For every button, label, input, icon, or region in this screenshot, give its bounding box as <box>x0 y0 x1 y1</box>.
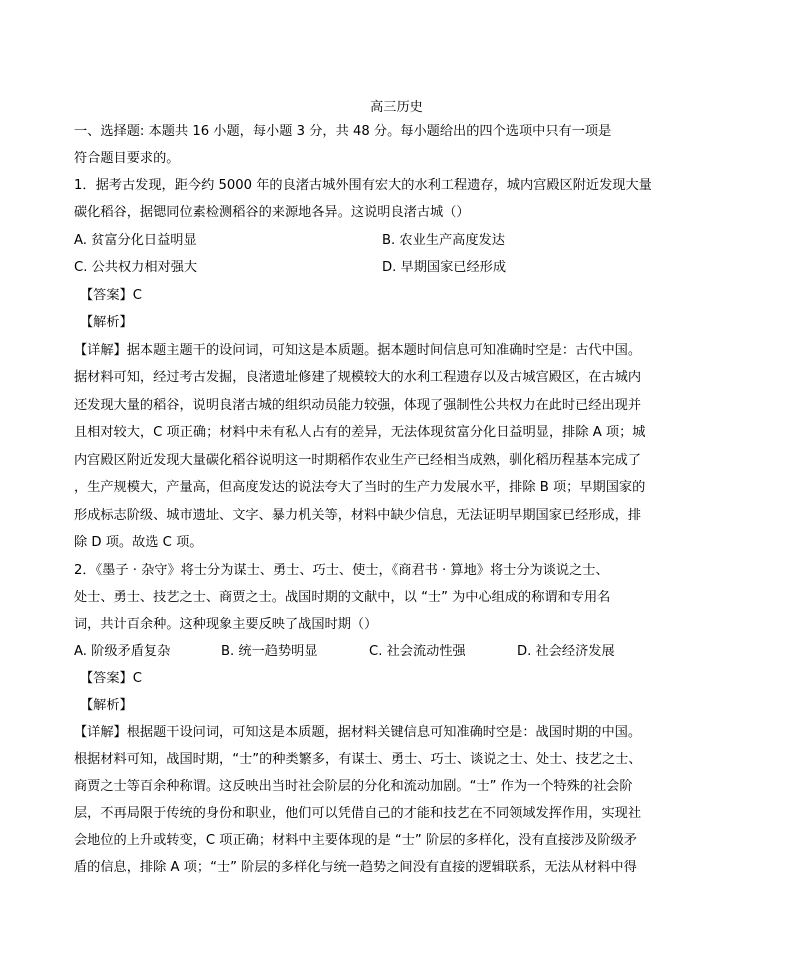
page-title: 高三历史 <box>370 100 423 115</box>
q2-stem-line2: 处士、勇士、技艺之士、商贾之士。战国时期的文献中，以 “士” 为中心组成的称谓和专用名 <box>74 590 611 605</box>
q1-detail-line: 且相对较大，C 项正确；材料中未有私人占有的差异，无法体现贫富分化日益明显，排除 A 项；城 <box>74 425 646 440</box>
q2-option-c: C. 社会流动性强 <box>369 644 466 659</box>
q2-detail-line: 层，不再局限于传统的身份和职业，他们可以凭借自己的才能和技艺在不同领域发挥作用，实现社 <box>74 806 642 821</box>
q2-option-b: B. 统一趋势明显 <box>221 644 318 659</box>
q1-detail-line: 除 D 项。故选 C 项。 <box>74 535 203 550</box>
q1-option-a: A. 贫富分化日益明显 <box>74 233 197 248</box>
q1-stem-line1: 1．据考古发现，距今约 5000 年的良渚古城外围有宏大的水利工程遗存，城内宫殿区附近发现大量 <box>74 178 652 193</box>
q2-detail-line: 【详解】根据题干设问词，可知这是本质题，据材料关键信息可知准确时空是：战国时期的中国。 <box>74 725 642 740</box>
q2-detail-line: 盾的信息，排除 A 项；“士” 阶层的多样化与统一趋势之间没有直接的逻辑联系，无法从材料中得 <box>74 860 637 875</box>
q2-option-d: D. 社会经济发展 <box>517 644 615 659</box>
q2-detail-line: 商贾之士等百余种称谓。这反映出当时社会阶层的分化和流动加剧。“士” 作为一个特殊的社会阶 <box>74 779 633 794</box>
section-heading-line2: 符合题目要求的。 <box>74 151 180 166</box>
q2-stem-line3: 词，共计百余种。这种现象主要反映了战国时期（） <box>74 617 378 632</box>
q2-answer: 【答案】C <box>80 671 142 686</box>
q2-detail-line: 会地位的上升或转变，C 项正确；材料中主要体现的是 “士” 阶层的多样化，没有直接涉及阶级矛 <box>74 833 637 848</box>
q2-option-a: A. 阶级矛盾复杂 <box>74 644 171 659</box>
q1-option-b: B. 农业生产高度发达 <box>382 233 505 248</box>
q1-option-c: C. 公共权力相对强大 <box>74 260 198 275</box>
section-heading-line1: 一、选择题: 本题共 16 小题，每小题 3 分，共 48 分。每小题给出的四个选项中只有一项是 <box>74 124 612 139</box>
q1-detail-line: 【详解】据本题主题干的设问词，可知这是本质题。据本题时间信息可知准确时空是：古代中国。 <box>74 343 642 358</box>
q1-detail-line: 据材料可知，经过考古发掘，良渚遗址修建了规模较大的水利工程遗存以及古城宫殿区，在古城内 <box>74 370 642 385</box>
q1-stem-line2: 碳化稻谷，据锶同位素检测稻谷的来源地各异。这说明良渚古城（） <box>74 205 470 220</box>
q1-analysis-label: 【解析】 <box>80 315 133 330</box>
q1-answer: 【答案】C <box>80 288 142 303</box>
q2-analysis-label: 【解析】 <box>80 698 133 713</box>
q1-option-d: D. 早期国家已经形成 <box>382 260 507 275</box>
q1-detail-line: ，生产规模大，产量高，但高度发达的说法夸大了当时的生产力发展水平，排除 B 项；早期国家的 <box>74 480 646 495</box>
q1-detail-line: 内宫殿区附近发现大量碳化稻谷说明这一时期稻作农业生产已经相当成熟，驯化稻历程基本完成了 <box>74 453 642 468</box>
q1-detail-line: 还发现大量的稻谷，说明良渚古城的组织动员能力较强，体现了强制性公共权力在此时已经出现并 <box>74 398 642 413</box>
q2-stem-line1: 2．《墨子 · 杂守》将士分为谋士、勇士、巧士、使士，《商君书 · 算地》将士分为谈说之士、 <box>74 563 609 578</box>
q2-detail-line: 根据材料可知，战国时期，“士”的种类繁多，有谋士、勇士、巧士、谈说之士、处士、技艺之士、 <box>74 752 642 767</box>
q1-detail-line: 形成标志阶级、城市遗址、文字、暴力机关等，材料中缺少信息，无法证明早期国家已经形成，排 <box>74 508 642 523</box>
